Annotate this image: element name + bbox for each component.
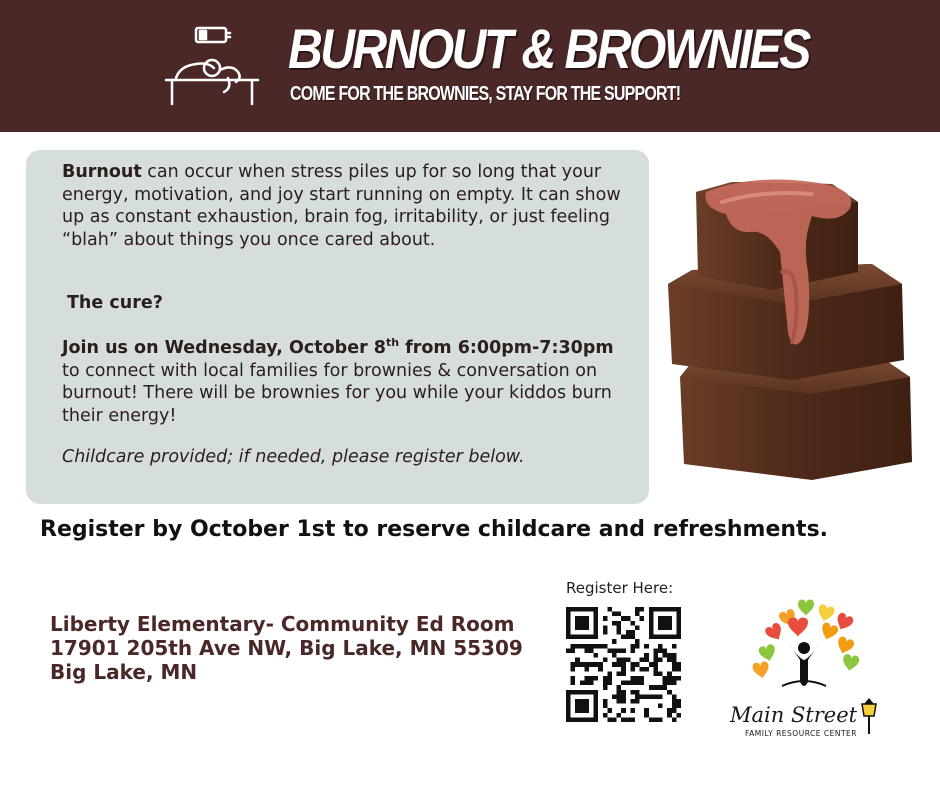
lamp-post-icon: [862, 698, 876, 734]
cure-heading: The cure?: [67, 293, 163, 313]
brownie-illustration: [662, 172, 918, 484]
event-location: [50, 612, 550, 684]
event-title: BURNOUT & BROWNIES: [288, 17, 809, 80]
burnout-term: Burnout: [62, 162, 142, 182]
event-time-text: from 6:00pm-7:30pm: [399, 338, 614, 358]
qr-label: Register Here:: [566, 579, 674, 597]
event-date-text: Join us on Wednesday, October 8: [62, 338, 386, 358]
childcare-note: Childcare provided; if needed, please register below.: [62, 447, 525, 467]
registration-qr-code[interactable]: [566, 607, 681, 722]
date-suffix: th: [385, 336, 400, 350]
venue-city: Big Lake, MN: [50, 660, 198, 684]
info-card: [26, 150, 649, 504]
exhausted-person-icon: [162, 22, 262, 108]
event-description: to connect with local families for brownies & conversation on burnout! There will be brownies for you while your kiddos burn their energy!: [62, 360, 612, 426]
venue-address: 17901 205th Ave NW, Big Lake, MN 55309: [50, 636, 523, 660]
header-banner: [0, 0, 940, 132]
register-deadline: Register by October 1st to reserve childcare and refreshments.: [40, 517, 829, 542]
event-details: [62, 337, 622, 427]
org-name: Main Street: [730, 703, 858, 727]
venue-name: Liberty Elementary- Community Ed Room: [50, 612, 515, 636]
event-tagline: COME FOR THE BROWNIES, STAY FOR THE SUPPORT!: [290, 83, 681, 105]
org-subtitle: FAMILY RESOURCE CENTER: [745, 729, 858, 738]
heart-tree-icon: [752, 600, 860, 687]
burnout-text: can occur when stress piles up for so long that your energy, motivation, and joy start running on empty. It can show up as constant exhaustion, brain fog, irritability, or just feeling “blah” about things you once cared about.: [62, 162, 621, 250]
burnout-description: [62, 161, 622, 251]
